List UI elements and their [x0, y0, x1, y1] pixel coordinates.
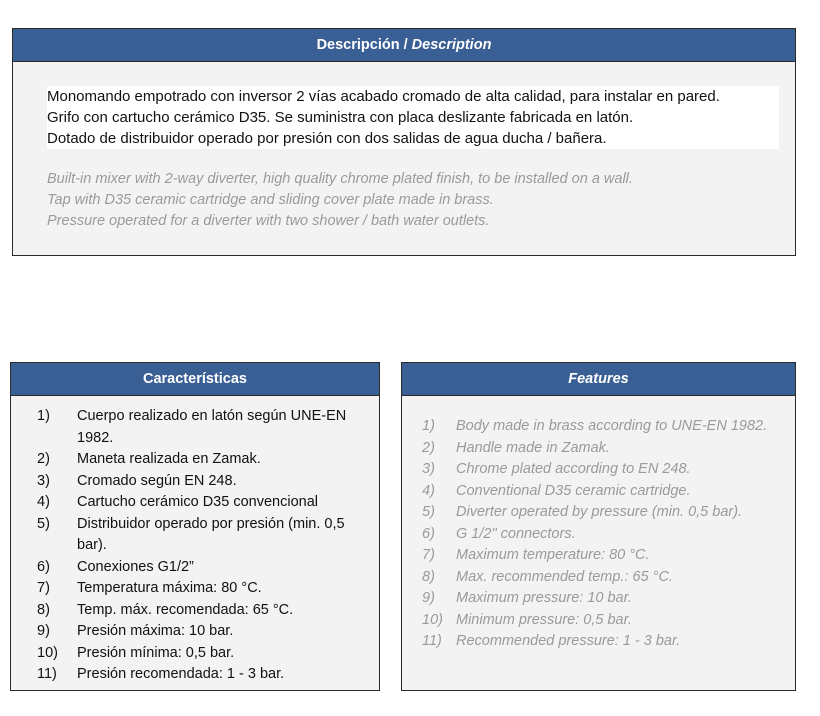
description-es-line: Monomando empotrado con inversor 2 vías acabado cromado de alta calidad, para instalar en pared. — [47, 88, 720, 105]
features-item-text: Maximum pressure: 10 bar. — [456, 590, 632, 606]
features-item-number: 11) — [422, 633, 442, 649]
features-item — [422, 588, 783, 610]
features-item-text: Diverter operated by pressure (min. 0,5 bar). — [456, 504, 743, 520]
features-item — [422, 567, 783, 589]
features-item-number: 9) — [422, 590, 435, 606]
caracteristicas-item-number: 6) — [37, 558, 50, 575]
description-en-line: Tap with D35 ceramic cartridge and sliding cover plate made in brass. — [47, 192, 494, 208]
caracteristicas-item — [37, 557, 365, 579]
features-item-text: Recommended pressure: 1 - 3 bar. — [456, 633, 681, 649]
features-item — [422, 481, 783, 503]
description-es-line: Dotado de distribuidor operado por presión con dos salidas de agua ducha / bañera. — [47, 130, 607, 147]
features-item-number: 7) — [422, 547, 435, 563]
features-item — [422, 416, 783, 438]
features-item — [422, 459, 783, 481]
caracteristicas-item-text: Temperatura máxima: 80 °C. — [77, 580, 262, 596]
caracteristicas-item-number: 7) — [37, 580, 50, 596]
description-header — [13, 29, 795, 62]
features-item-number: 10) — [422, 611, 443, 628]
caracteristicas-item-number: 4) — [37, 494, 50, 510]
caracteristicas-item-number: 5) — [37, 515, 50, 532]
features-item-number: 4) — [422, 482, 435, 499]
caracteristicas-panel — [10, 362, 380, 691]
caracteristicas-item-number: 1) — [37, 408, 50, 424]
features-list — [422, 416, 783, 653]
features-item — [422, 438, 783, 460]
features-header-text: Features — [568, 371, 629, 387]
features-item — [422, 610, 783, 632]
caracteristicas-item-number: 8) — [37, 601, 50, 618]
description-header-es: Descripción / — [316, 37, 408, 53]
caracteristicas-item-text: Distribuidor operado por presión (min. 0,5 bar). — [77, 515, 345, 553]
caracteristicas-item-text: Presión máxima: 10 bar. — [77, 623, 234, 639]
features-item-number: 2) — [422, 439, 435, 456]
features-item-text: Conventional D35 ceramic cartridge. — [456, 482, 691, 499]
description-english — [47, 169, 779, 232]
caracteristicas-item-number: 9) — [37, 623, 50, 639]
caracteristicas-item-text: Cuerpo realizado en latón según UNE-EN 1982. — [77, 408, 347, 446]
features-item-number: 3) — [422, 461, 435, 477]
description-en-line: Pressure operated for a diverter with two shower / bath water outlets. — [47, 213, 490, 229]
features-item-text: Handle made in Zamak. — [456, 439, 610, 456]
description-es-line: Grifo con cartucho cerámico D35. Se suministra con placa deslizante fabricada en latón. — [47, 109, 634, 126]
caracteristicas-item — [37, 664, 365, 686]
caracteristicas-item — [37, 643, 365, 665]
caracteristicas-item — [37, 471, 365, 493]
caracteristicas-item-text: Cromado según EN 248. — [77, 472, 237, 489]
features-item-text: Minimum pressure: 0,5 bar. — [456, 611, 632, 628]
caracteristicas-item-number: 10) — [37, 644, 58, 661]
features-item-number: 8) — [422, 568, 435, 585]
description-header-en: Description — [411, 37, 492, 53]
features-item-text: G 1/2" connectors. — [456, 525, 576, 542]
caracteristicas-item-text: Cartucho cerámico D35 convencional — [77, 494, 318, 510]
caracteristicas-item-text: Maneta realizada en Zamak. — [77, 451, 261, 467]
features-panel — [401, 362, 796, 691]
features-item — [422, 502, 783, 524]
features-item-text: Maximum temperature: 80 °C. — [456, 547, 650, 563]
caracteristicas-item — [37, 578, 365, 600]
caracteristicas-item-number: 2) — [37, 451, 50, 467]
caracteristicas-item-number: 3) — [37, 472, 50, 489]
caracteristicas-item — [37, 600, 365, 622]
description-panel — [12, 28, 796, 256]
features-item-number: 6) — [422, 525, 435, 542]
features-item-number: 1) — [422, 418, 435, 434]
features-item — [422, 524, 783, 546]
caracteristicas-item-text: Presión mínima: 0,5 bar. — [77, 644, 235, 661]
features-item-number: 5) — [422, 504, 435, 520]
description-spanish — [47, 86, 779, 149]
caracteristicas-item — [37, 621, 365, 643]
caracteristicas-list — [37, 406, 365, 686]
description-en-line: Built-in mixer with 2-way diverter, high quality chrome plated finish, to be installed on a wall. — [47, 171, 633, 187]
caracteristicas-item — [37, 492, 365, 514]
caracteristicas-item — [37, 514, 365, 557]
features-item — [422, 631, 783, 653]
features-item — [422, 545, 783, 567]
caracteristicas-item — [37, 449, 365, 471]
features-item-text: Body made in brass according to UNE-EN 1982. — [456, 418, 768, 434]
caracteristicas-header: Características — [11, 363, 379, 396]
features-item-text: Max. recommended temp.: 65 °C. — [456, 568, 673, 585]
caracteristicas-item-text: Presión recomendada: 1 - 3 bar. — [77, 666, 285, 682]
caracteristicas-item — [37, 406, 365, 449]
features-header — [402, 363, 795, 396]
features-item-text: Chrome plated according to EN 248. — [456, 461, 691, 477]
caracteristicas-item-number: 11) — [37, 666, 57, 682]
caracteristicas-item-text: Conexiones G1/2” — [77, 558, 194, 575]
caracteristicas-item-text: Temp. máx. recomendada: 65 °C. — [77, 601, 294, 618]
